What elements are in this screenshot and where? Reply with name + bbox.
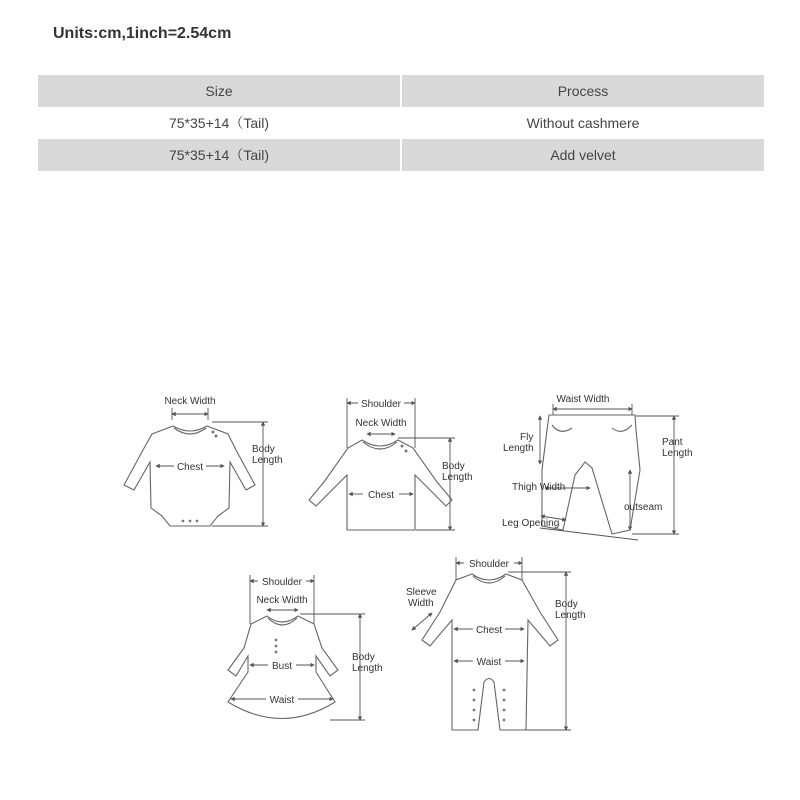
dress-length-label: Length — [352, 663, 383, 674]
romper-chest-label: Chest — [475, 625, 503, 636]
romper-shoulder-label: Shoulder — [468, 559, 510, 570]
romper-length-label: Length — [555, 610, 586, 621]
romper-sleeve-width-label: Width — [408, 598, 434, 609]
sweater-length-label: Length — [442, 472, 473, 483]
column-header-process: Process — [401, 75, 764, 107]
pants-pocket-right — [612, 425, 632, 431]
pants-diagram — [502, 394, 693, 540]
dress-shoulder-label: Shoulder — [261, 577, 303, 588]
pants-waist-width-label: Waist Width — [556, 394, 610, 405]
romper-body-label: Body — [555, 599, 578, 610]
dress-diagram — [228, 575, 383, 720]
pants-fly-label: Fly — [520, 432, 534, 443]
dress-neck-width-label: Neck Width — [256, 595, 308, 606]
romper-diagram — [406, 557, 586, 730]
bodysuit-outline — [124, 426, 255, 526]
cell-process: Without cashmere — [401, 107, 764, 139]
dress-bust-label: Bust — [271, 661, 293, 672]
pants-pocket-left — [552, 425, 572, 431]
dress-body-label: Body — [352, 652, 375, 663]
table-row — [38, 139, 764, 171]
pants-outline — [542, 415, 640, 534]
cell-size: 75*35+14（Tail) — [38, 107, 401, 139]
bodysuit-chest-label: Chest — [176, 462, 204, 473]
pants-leg-opening-label: Leg Opening — [502, 518, 560, 529]
cell-size: 75*35+14（Tail) — [38, 139, 401, 171]
romper-outline — [422, 574, 558, 730]
pants-outseam-label: outseam — [624, 502, 663, 513]
sweater-chest-label: Chest — [367, 490, 395, 501]
size-table — [38, 75, 764, 171]
sweater-body-label: Body — [442, 461, 465, 472]
pants-thigh-width-label: Thigh Width — [512, 482, 566, 493]
bodysuit-body-label: Body — [252, 444, 275, 455]
bodysuit-diagram — [124, 396, 283, 526]
dress-waist-label: Waist — [269, 695, 295, 706]
romper-sleeve-label: Sleeve — [406, 587, 437, 598]
column-header-size: Size — [38, 75, 401, 107]
pants-fly-length-label: Length — [503, 443, 534, 454]
bodysuit-length-label: Length — [252, 455, 283, 466]
romper-waist-label: Waist — [476, 657, 502, 668]
table-header-row — [38, 75, 764, 107]
sweater-outline — [309, 440, 452, 530]
sweater-neck-width-label: Neck Width — [355, 418, 407, 429]
bodysuit-neck-width-label: Neck Width — [164, 396, 216, 407]
units-note: Units:cm,1inch=2.54cm — [53, 25, 232, 42]
table-row — [38, 107, 764, 139]
pants-pant-length-label: Length — [662, 448, 693, 459]
sweater-diagram — [309, 397, 473, 530]
pants-pant-label: Pant — [662, 437, 683, 448]
cell-process: Add velvet — [401, 139, 764, 171]
measurement-diagrams — [0, 380, 800, 740]
sweater-shoulder-label: Shoulder — [360, 399, 402, 410]
